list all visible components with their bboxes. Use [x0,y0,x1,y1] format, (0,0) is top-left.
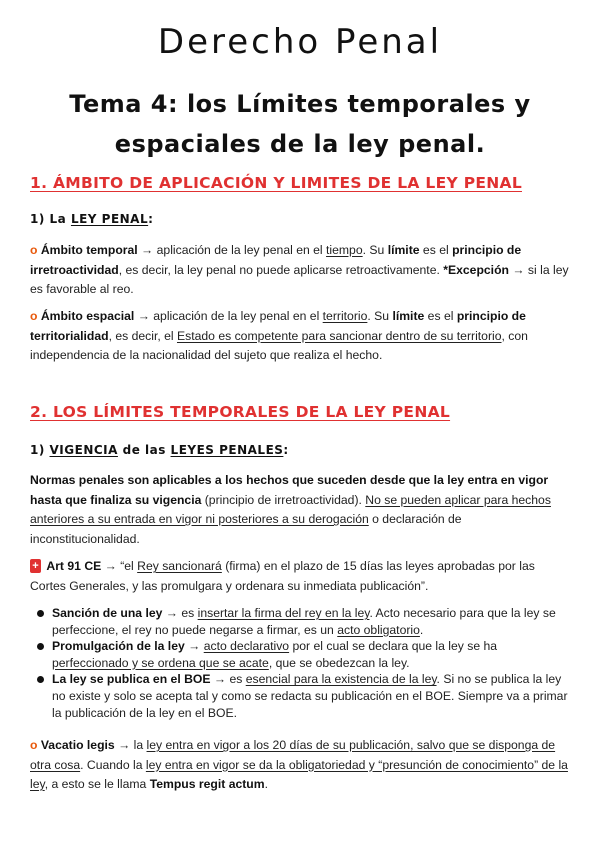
text: , es decir, la ley penal no puede aplicarse retroactivamente. [118,262,444,277]
term-vacatio-legis: Vacatio legis [40,738,115,752]
underlined-text: acto declarativo [203,639,290,654]
text: . Cuando la [80,757,146,772]
term-ambito-temporal: Ámbito temporal [40,243,138,257]
subheading-term: LEY PENAL [70,212,149,226]
plus-icon: + [30,559,41,573]
underlined-text: insertar la firma del rey en la ley [197,606,370,620]
list-item [34,638,574,671]
section-2-heading: 2. LOS LÍMITES TEMPORALES DE LA LEY PENAL [30,403,451,421]
underlined-text: No se pueden aplicar para hechos anteriores a su entrada en vigor ni posteriores a su derogación [30,492,551,526]
text: . Si no se publica la ley no existe y solo se acepta tal y como se redacta su publicación en el BOE. Siempre va a primar la publicación de la ley en el BOE. [52,672,568,720]
bold-text: límite [387,243,420,257]
section-1-heading: 1. ÁMBITO DE APLICACIÓN Y LIMITES DE LA LEY PENAL [30,174,522,192]
bullet-marker: o [30,243,38,257]
text: . Su [367,309,393,323]
text: . [264,777,268,791]
text: , que se obedezcan la ley. [268,655,410,670]
bold-text: Promulgación de la ley [52,639,185,654]
text: → la [114,738,147,752]
bullet-dot-icon [37,643,44,650]
section-2-subheading [30,443,289,457]
bold-text: La ley se publica en el BOE [52,672,211,687]
underlined-text: ley entra en vigor se da la obligatoriedad y “presunción de conocimiento” de la ley [30,757,568,791]
text: → es [210,672,246,687]
text: , con independencia de la nacionalidad del sujeto que realiza el hecho. [30,328,528,362]
bold-text: Normas penales son aplicables a los hechos que suceden desde que la ley entra en vigor hasta que finaliza su vigencia [30,473,549,507]
list-item [34,671,574,721]
underlined-text: tiempo [326,243,363,257]
text: es el [419,243,453,257]
bullet-dot-icon [37,676,44,683]
paragraph-normas-penales [30,471,574,549]
bullet-dot-icon [37,610,44,617]
text: , a esto se le llama [44,777,150,791]
term-ambito-espacial: Ámbito espacial [40,309,135,323]
bullet-marker: o [30,309,38,323]
text: por el cual se declara que la ley se ha [289,639,498,654]
text: → es [162,606,198,620]
bold-text: Sanción de una ley [52,606,163,620]
text: o declaración de inconstitucionalidad. [30,512,462,546]
paragraph-ambito-espacial [30,307,574,366]
text: . Su [362,243,388,257]
text: es el [424,309,457,323]
subheading-suffix: : [283,443,289,457]
bold-text: *Excepción [443,262,509,277]
text: → aplicación de la ley penal en el [134,309,323,323]
subheading-prefix: 1) [30,443,50,457]
bold-text: límite [392,309,425,323]
bullet-list [34,605,574,721]
bold-text: principio de territorialidad [30,309,526,343]
subheading-suffix: : [148,212,154,226]
subheading-text: de las [117,443,171,457]
bullet-marker: o [30,738,38,752]
text: . [419,622,424,637]
underlined-text: territorio [322,309,368,323]
text: → “el [101,559,138,573]
underlined-text: Rey sancionará [137,559,222,573]
paragraph-art-91-ce [30,557,574,596]
bold-text: Tempus regit actum [149,777,265,791]
text: (principio de irretroactividad). [201,492,366,507]
document-title: Derecho Penal [157,22,443,62]
text: → si la ley es favorable al reo. [30,262,569,296]
text: , es decir, el [108,328,177,343]
paragraph-vacatio-legis [30,736,574,795]
article-reference: Art 91 CE [46,559,102,573]
text: → aplicación de la ley penal en el [137,243,327,257]
underlined-text: esencial para la existencia de la ley [245,672,437,687]
paragraph-ambito-temporal [30,241,574,300]
document-subtitle: Tema 4: los Límites temporales y espaciales de la ley penal. [69,90,531,158]
underlined-text: perfeccionado y se ordena que se acate [52,655,269,670]
underlined-text: ley entra en vigor a los 20 días de su publicación, salvo que se disponga de otra cosa [30,738,556,772]
bold-text: principio de irretroactividad [30,243,522,277]
text: . Acto necesario para que la ley se perfeccione, el rey no puede negarse a firmar, es un [52,606,556,637]
list-item [34,605,574,638]
subheading-term: VIGENCIA [49,443,118,457]
subheading-prefix: 1) La [30,212,71,226]
underlined-text: acto obligatorio [337,622,420,637]
text: → [184,639,204,654]
subheading-term: LEYES PENALES [170,443,284,457]
text: (firma) en el plazo de 15 días las leyes aprobadas por las Cortes Generales, y las promulgara y ordenara su inmediata publicación”. [30,559,535,593]
underlined-text: Estado es competente para sancionar dentro de su territorio [176,328,502,343]
section-1-subheading [30,212,153,226]
